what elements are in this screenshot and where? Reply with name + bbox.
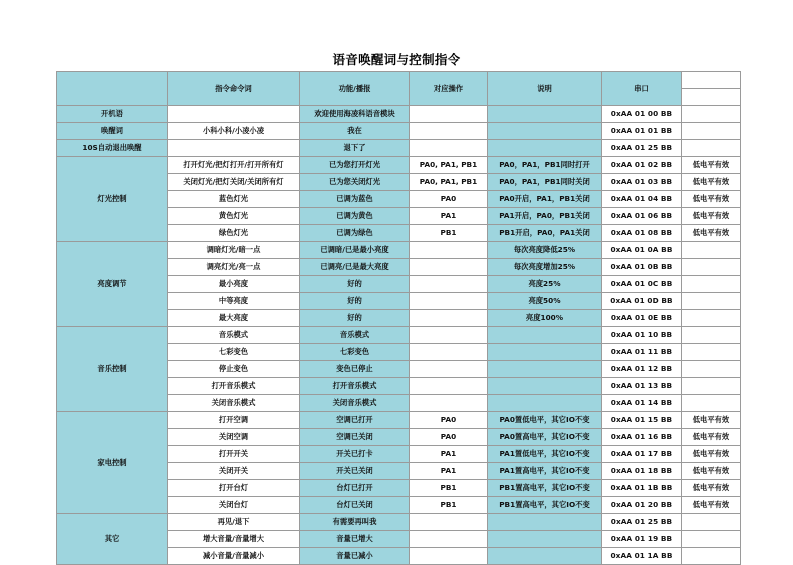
cell-operation xyxy=(410,140,488,157)
cell-command: 再见/退下 xyxy=(168,514,300,531)
cell-operation xyxy=(410,531,488,548)
cell-serial: 0xAA 01 20 BB xyxy=(602,497,682,514)
cell-note xyxy=(488,514,602,531)
cell-feedback: 音量已增大 xyxy=(300,531,410,548)
cell-command: 打开台灯 xyxy=(168,480,300,497)
cell-command: 中等亮度 xyxy=(168,293,300,310)
cell-remark xyxy=(682,310,741,327)
cell-category: 开机语 xyxy=(57,106,168,123)
cell-category: 其它 xyxy=(57,514,168,565)
cell-feedback: 七彩变色 xyxy=(300,344,410,361)
cell-category: 家电控制 xyxy=(57,412,168,514)
header-operation: 对应操作 xyxy=(410,72,488,106)
table-row xyxy=(57,327,741,344)
cell-remark: 低电平有效 xyxy=(682,446,741,463)
header-note: 说明 xyxy=(488,72,602,106)
cell-command: 黄色灯光 xyxy=(168,208,300,225)
cell-note xyxy=(488,327,602,344)
cell-serial: 0xAA 01 14 BB xyxy=(602,395,682,412)
cell-remark: 低电平有效 xyxy=(682,174,741,191)
cell-command: 调亮灯光/亮一点 xyxy=(168,259,300,276)
cell-remark: 低电平有效 xyxy=(682,463,741,480)
cell-command xyxy=(168,140,300,157)
cell-note: PA1置高电平，其它IO不变 xyxy=(488,463,602,480)
cell-remark xyxy=(682,395,741,412)
cell-feedback: 已调为绿色 xyxy=(300,225,410,242)
cell-operation: PA1 xyxy=(410,208,488,225)
cell-serial: 0xAA 01 08 BB xyxy=(602,225,682,242)
cell-remark: 低电平有效 xyxy=(682,191,741,208)
cell-remark xyxy=(682,106,741,123)
cell-note: 亮度25% xyxy=(488,276,602,293)
cell-command: 关闭灯光/把灯关闭/关闭所有灯 xyxy=(168,174,300,191)
cell-operation: PB1 xyxy=(410,480,488,497)
cell-remark: 低电平有效 xyxy=(682,429,741,446)
cell-operation xyxy=(410,514,488,531)
table-row xyxy=(57,140,741,157)
cell-operation xyxy=(410,310,488,327)
cell-remark xyxy=(682,123,741,140)
cell-serial: 0xAA 01 00 BB xyxy=(602,106,682,123)
cell-command xyxy=(168,106,300,123)
cell-serial: 0xAA 01 25 BB xyxy=(602,514,682,531)
header-category xyxy=(57,72,168,106)
cell-note xyxy=(488,140,602,157)
cell-category: 唤醒词 xyxy=(57,123,168,140)
cell-serial: 0xAA 01 02 BB xyxy=(602,157,682,174)
cell-operation: PA1 xyxy=(410,463,488,480)
cell-remark: 低电平有效 xyxy=(682,225,741,242)
cell-command: 关闭空调 xyxy=(168,429,300,446)
cell-command: 关闭开关 xyxy=(168,463,300,480)
cell-command: 减小音量/音量减小 xyxy=(168,548,300,565)
cell-remark: 低电平有效 xyxy=(682,497,741,514)
cell-command: 小科小科/小凌小凌 xyxy=(168,123,300,140)
header-serial: 串口 xyxy=(602,72,682,106)
cell-operation: PB1 xyxy=(410,225,488,242)
cell-note: 每次亮度增加25% xyxy=(488,259,602,276)
cell-note: PA0，PA1，PB1同时关闭 xyxy=(488,174,602,191)
cell-serial: 0xAA 01 01 BB xyxy=(602,123,682,140)
cell-remark xyxy=(682,361,741,378)
cell-operation xyxy=(410,361,488,378)
cell-serial: 0xAA 01 0D BB xyxy=(602,293,682,310)
cell-command: 最大亮度 xyxy=(168,310,300,327)
cell-operation xyxy=(410,548,488,565)
cell-feedback: 台灯已打开 xyxy=(300,480,410,497)
cell-serial: 0xAA 01 0B BB xyxy=(602,259,682,276)
cell-note: PA1置低电平，其它IO不变 xyxy=(488,446,602,463)
cell-operation xyxy=(410,327,488,344)
cell-serial: 0xAA 01 10 BB xyxy=(602,327,682,344)
cell-category: 10S自动退出唤醒 xyxy=(57,140,168,157)
cell-serial: 0xAA 01 0A BB xyxy=(602,242,682,259)
cell-note: 每次亮度降低25% xyxy=(488,242,602,259)
cell-feedback: 退下了 xyxy=(300,140,410,157)
cell-serial: 0xAA 01 04 BB xyxy=(602,191,682,208)
command-table xyxy=(56,71,741,565)
cell-remark xyxy=(682,548,741,565)
cell-serial: 0xAA 01 03 BB xyxy=(602,174,682,191)
cell-serial: 0xAA 01 0E BB xyxy=(602,310,682,327)
cell-remark xyxy=(682,514,741,531)
cell-remark xyxy=(682,259,741,276)
cell-serial: 0xAA 01 18 BB xyxy=(602,463,682,480)
cell-operation xyxy=(410,106,488,123)
cell-feedback: 已调为蓝色 xyxy=(300,191,410,208)
cell-feedback: 欢迎使用海凌科语音模块 xyxy=(300,106,410,123)
cell-command: 绿色灯光 xyxy=(168,225,300,242)
cell-note xyxy=(488,344,602,361)
cell-feedback: 已调为黄色 xyxy=(300,208,410,225)
cell-feedback: 已为您关闭灯光 xyxy=(300,174,410,191)
cell-command: 关闭音乐模式 xyxy=(168,395,300,412)
cell-note: PB1置高电平，其它IO不变 xyxy=(488,497,602,514)
cell-feedback: 打开音乐模式 xyxy=(300,378,410,395)
cell-command: 关闭台灯 xyxy=(168,497,300,514)
cell-feedback: 有需要再叫我 xyxy=(300,514,410,531)
cell-command: 最小亮度 xyxy=(168,276,300,293)
cell-note: PA1开启，PA0，PB1关闭 xyxy=(488,208,602,225)
cell-note xyxy=(488,531,602,548)
cell-command: 七彩变色 xyxy=(168,344,300,361)
cell-remark: 低电平有效 xyxy=(682,157,741,174)
cell-category: 音乐控制 xyxy=(57,327,168,412)
cell-command: 打开灯光/把灯打开/打开所有灯 xyxy=(168,157,300,174)
cell-note: 亮度50% xyxy=(488,293,602,310)
cell-command: 调暗灯光/暗一点 xyxy=(168,242,300,259)
cell-remark xyxy=(682,327,741,344)
cell-serial: 0xAA 01 12 BB xyxy=(602,361,682,378)
header-feedback: 功能/播报 xyxy=(300,72,410,106)
table-header xyxy=(57,72,741,106)
cell-serial: 0xAA 01 25 BB xyxy=(602,140,682,157)
cell-feedback: 已调暗/已是最小亮度 xyxy=(300,242,410,259)
cell-operation xyxy=(410,293,488,310)
cell-note: PA0置低电平，其它IO不变 xyxy=(488,412,602,429)
cell-feedback: 变色已停止 xyxy=(300,361,410,378)
cell-command: 蓝色灯光 xyxy=(168,191,300,208)
cell-command: 打开空调 xyxy=(168,412,300,429)
header-row xyxy=(57,72,741,89)
cell-operation: PA1 xyxy=(410,446,488,463)
cell-note: PA0开启，PA1，PB1关闭 xyxy=(488,191,602,208)
cell-serial: 0xAA 01 16 BB xyxy=(602,429,682,446)
cell-category: 亮度调节 xyxy=(57,242,168,327)
cell-feedback: 开关已打卡 xyxy=(300,446,410,463)
cell-feedback: 好的 xyxy=(300,276,410,293)
cell-command: 停止变色 xyxy=(168,361,300,378)
cell-remark xyxy=(682,242,741,259)
cell-serial: 0xAA 01 06 BB xyxy=(602,208,682,225)
cell-note xyxy=(488,106,602,123)
cell-serial: 0xAA 01 19 BB xyxy=(602,531,682,548)
cell-serial: 0xAA 01 17 BB xyxy=(602,446,682,463)
cell-feedback: 已为您打开灯光 xyxy=(300,157,410,174)
cell-serial: 0xAA 01 13 BB xyxy=(602,378,682,395)
cell-operation xyxy=(410,378,488,395)
cell-operation: PA0, PA1, PB1 xyxy=(410,157,488,174)
cell-command: 增大音量/音量增大 xyxy=(168,531,300,548)
cell-remark: 低电平有效 xyxy=(682,412,741,429)
cell-command: 打开音乐模式 xyxy=(168,378,300,395)
table-row xyxy=(57,514,741,531)
table-row xyxy=(57,157,741,174)
cell-feedback: 空调已打开 xyxy=(300,412,410,429)
cell-operation: PA0 xyxy=(410,412,488,429)
table-row xyxy=(57,412,741,429)
cell-feedback: 音乐模式 xyxy=(300,327,410,344)
cell-operation xyxy=(410,344,488,361)
cell-feedback: 台灯已关闭 xyxy=(300,497,410,514)
cell-serial: 0xAA 01 11 BB xyxy=(602,344,682,361)
cell-operation xyxy=(410,276,488,293)
cell-category: 灯光控制 xyxy=(57,157,168,242)
table-row xyxy=(57,242,741,259)
cell-note: 亮度100% xyxy=(488,310,602,327)
cell-feedback: 开关已关闭 xyxy=(300,463,410,480)
cell-feedback: 音量已减小 xyxy=(300,548,410,565)
cell-note: PB1开启，PA0，PA1关闭 xyxy=(488,225,602,242)
cell-note xyxy=(488,395,602,412)
cell-feedback: 好的 xyxy=(300,293,410,310)
cell-feedback: 已调亮/已是最大亮度 xyxy=(300,259,410,276)
cell-operation xyxy=(410,395,488,412)
command-table-container xyxy=(56,71,740,565)
cell-feedback: 好的 xyxy=(300,310,410,327)
cell-serial: 0xAA 01 1B BB xyxy=(602,480,682,497)
cell-note xyxy=(488,123,602,140)
table-row xyxy=(57,106,741,123)
table-row xyxy=(57,123,741,140)
cell-serial: 0xAA 01 0C BB xyxy=(602,276,682,293)
cell-operation: PA0 xyxy=(410,191,488,208)
cell-remark xyxy=(682,344,741,361)
cell-note xyxy=(488,548,602,565)
cell-note: PA0，PA1，PB1同时打开 xyxy=(488,157,602,174)
cell-serial: 0xAA 01 15 BB xyxy=(602,412,682,429)
cell-command: 音乐模式 xyxy=(168,327,300,344)
cell-operation xyxy=(410,123,488,140)
cell-feedback: 关闭音乐模式 xyxy=(300,395,410,412)
cell-remark xyxy=(682,276,741,293)
table-body xyxy=(57,106,741,565)
cell-operation: PA0, PA1, PB1 xyxy=(410,174,488,191)
cell-remark: 低电平有效 xyxy=(682,208,741,225)
cell-note xyxy=(488,378,602,395)
cell-note: PB1置高电平，其它IO不变 xyxy=(488,480,602,497)
cell-serial: 0xAA 01 1A BB xyxy=(602,548,682,565)
cell-operation xyxy=(410,259,488,276)
header-command: 指令命令词 xyxy=(168,72,300,106)
cell-feedback: 我在 xyxy=(300,123,410,140)
cell-remark xyxy=(682,293,741,310)
cell-feedback: 空调已关闭 xyxy=(300,429,410,446)
header-remark-top xyxy=(682,72,741,89)
cell-remark xyxy=(682,531,741,548)
cell-remark xyxy=(682,140,741,157)
cell-note: PA0置高电平，其它IO不变 xyxy=(488,429,602,446)
cell-operation xyxy=(410,242,488,259)
header-remark-bottom xyxy=(682,89,741,106)
cell-remark: 低电平有效 xyxy=(682,480,741,497)
page-title: 语音唤醒词与控制指令 xyxy=(332,52,461,67)
cell-note xyxy=(488,361,602,378)
cell-operation: PA0 xyxy=(410,429,488,446)
cell-operation: PB1 xyxy=(410,497,488,514)
cell-command: 打开开关 xyxy=(168,446,300,463)
cell-remark xyxy=(682,378,741,395)
